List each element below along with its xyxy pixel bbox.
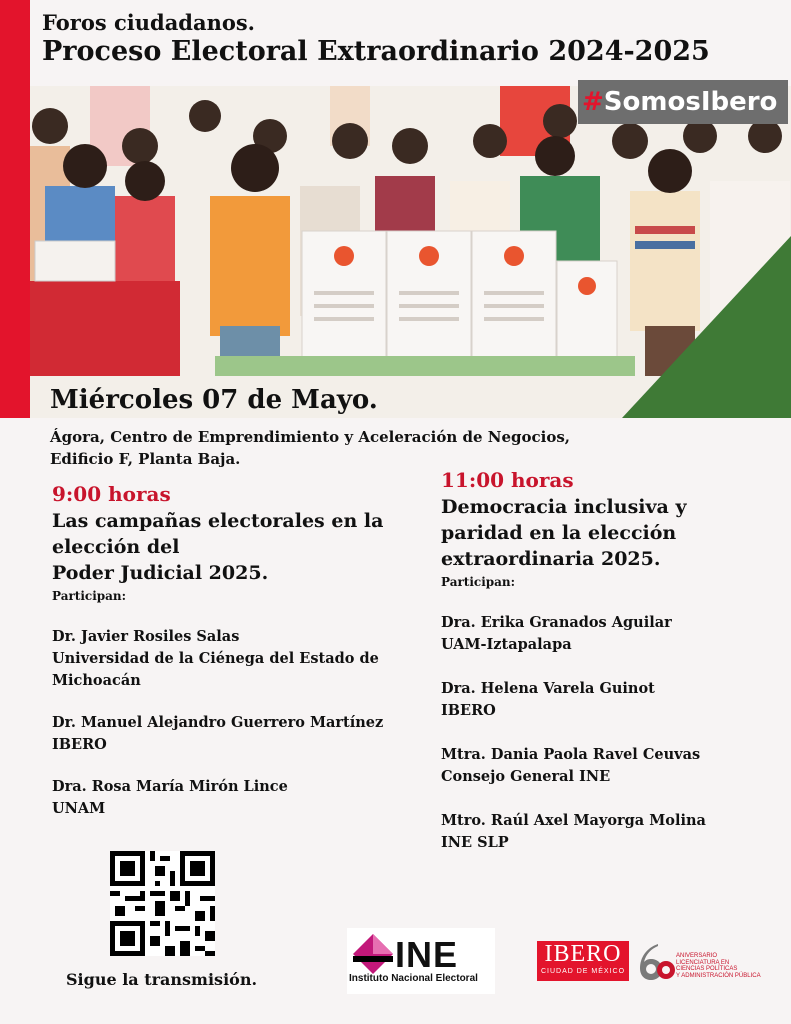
event-date: Miércoles 07 de Mayo. — [50, 385, 378, 415]
session-title — [52, 508, 422, 586]
participant-affiliation: Universidad de la Ciénega del Estado de — [52, 650, 379, 667]
session-time: 9:00 horas — [52, 482, 171, 506]
session-title-line: paridad en la elección — [441, 522, 677, 544]
venue-line: Ágora, Centro de Emprendimiento y Aceleración de Negocios, — [50, 428, 570, 446]
participant-affiliation: IBERO — [441, 702, 496, 719]
participants-label: Participan: — [52, 589, 127, 603]
aniversario-line: ANIVERSARIO — [676, 953, 718, 959]
participant-name: Mtro. Raúl Axel Mayorga Molina — [441, 812, 706, 829]
session-1 — [52, 482, 422, 820]
participant-affiliation: INE SLP — [441, 834, 509, 851]
session-title-line: Poder Judicial 2025. — [52, 562, 269, 584]
participant-affiliation: UNAM — [52, 800, 106, 817]
participant-name: Dra. Helena Varela Guinot — [441, 680, 655, 697]
session-2 — [441, 468, 781, 854]
ibero-subtitle: CIUDAD DE MÉXICO — [540, 968, 626, 975]
participant — [441, 678, 781, 722]
participant-name: Dr. Manuel Alejandro Guerrero Martínez — [52, 714, 384, 731]
participant — [52, 626, 422, 692]
session-title-line: extraordinaria 2025. — [441, 548, 661, 570]
participant — [52, 776, 422, 820]
ine-word: INE — [395, 934, 459, 975]
ine-logo — [347, 928, 495, 994]
session-title — [441, 494, 781, 572]
aniversario-line: LICENCIATURA EN — [676, 959, 730, 966]
stream-label: Sigue la transmisión. — [66, 970, 258, 989]
qr-code[interactable] — [110, 851, 215, 956]
header-title: Proceso Electoral Extraordinario 2024-2025 — [42, 36, 710, 67]
participants-label: Participan: — [441, 575, 516, 589]
session-title-line: Democracia inclusiva y — [441, 496, 687, 518]
session-title-line: elección del — [52, 536, 180, 558]
ibero-logo — [537, 941, 629, 981]
participant-name: Mtra. Dania Paola Ravel Ceuvas — [441, 746, 701, 763]
participant — [52, 712, 422, 756]
participant-name: Dr. Javier Rosiles Salas — [52, 628, 240, 645]
participant-affiliation: Consejo General INE — [441, 768, 611, 785]
participant-affiliation: IBERO — [52, 736, 107, 753]
left-red-bar — [0, 0, 30, 418]
session-time: 11:00 horas — [441, 468, 574, 492]
ine-subtitle: Instituto Nacional Electoral — [349, 973, 478, 984]
session-title-line: Las campañas electorales en la — [52, 510, 384, 532]
aniversario-line: CIENCIAS POLÍTICAS — [676, 966, 738, 972]
aniversario-logo — [636, 940, 776, 984]
voting-illustration — [30, 86, 791, 418]
participant — [441, 810, 781, 854]
venue-line: Edificio F, Planta Baja. — [50, 450, 241, 468]
participant — [441, 744, 781, 788]
header-subtitle: Foros ciudadanos. — [42, 10, 255, 35]
hashtag-label — [578, 80, 788, 124]
aniversario-text — [676, 953, 761, 979]
participant-affiliation: Michoacán — [52, 672, 141, 689]
hashtag-symbol: # — [582, 87, 604, 117]
event-venue — [50, 426, 570, 470]
participant — [441, 612, 781, 656]
ibero-word: IBERO — [544, 941, 622, 967]
hashtag-text: SomosIbero — [603, 87, 778, 117]
aniversario-line: Y ADMINISTRACIÓN PÚBLICA — [676, 972, 761, 979]
participant-name: Dra. Erika Granados Aguilar — [441, 614, 672, 631]
participant-affiliation: UAM-Iztapalapa — [441, 636, 572, 653]
participant-name: Dra. Rosa María Mirón Lince — [52, 778, 288, 795]
